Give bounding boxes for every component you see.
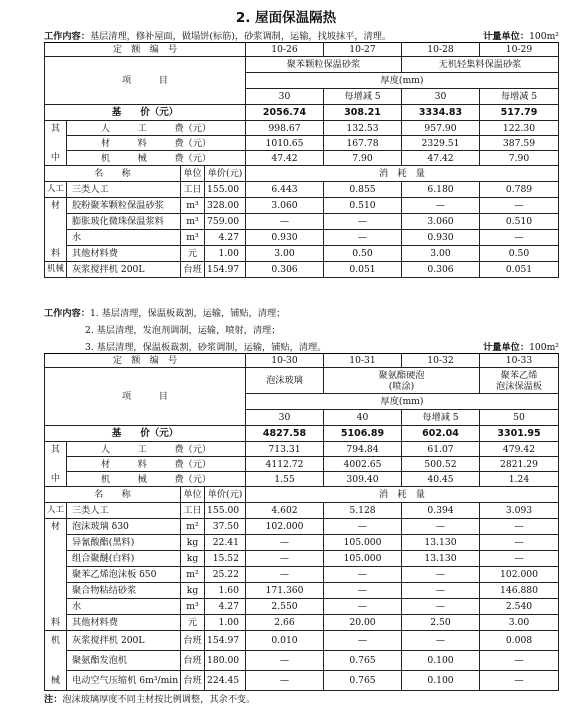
fee-cell: 1010.65	[246, 136, 324, 151]
row-material-fee	[45, 457, 559, 472]
row-base-price	[45, 426, 559, 442]
code-cell: 10-27	[324, 43, 402, 57]
work-content-line	[85, 322, 572, 336]
fee-label: 材 料 费（元）	[67, 457, 246, 472]
item-name: 聚苯乙烯泡沫板 δ50	[67, 567, 181, 583]
consume-cell: 0.510	[480, 214, 559, 230]
item-unit: kg	[181, 551, 205, 567]
consume-cell: 6.443	[246, 182, 324, 198]
row-labor	[45, 182, 559, 198]
consume-cell: —	[246, 671, 324, 691]
category-blank	[45, 535, 67, 551]
consume-cell: —	[246, 535, 324, 551]
item-unit: m²	[181, 567, 205, 583]
thickness-cell: 每增减 5	[480, 89, 559, 105]
consume-cell: —	[402, 631, 480, 651]
row-quota-code	[45, 43, 559, 57]
base-price-cell: 2056.74	[246, 105, 324, 121]
base-price-label: 基 价（元）	[45, 105, 246, 121]
item-price: 4.27	[205, 230, 246, 246]
item-price: 155.00	[205, 182, 246, 198]
consume-cell: 3.093	[480, 503, 559, 519]
consume-cell: —	[324, 214, 402, 230]
colon: ：	[519, 342, 530, 353]
item-price: 155.00	[205, 503, 246, 519]
consume-cell: —	[246, 551, 324, 567]
thickness-cell: 30	[246, 89, 324, 105]
header-unit-price: 单价(元)	[205, 487, 246, 503]
consume-cell: 0.100	[402, 651, 480, 671]
fee-cell: 479.42	[480, 442, 559, 457]
row-labor-fee	[45, 442, 559, 457]
item-name: 聚合物粘结砂浆	[67, 583, 181, 599]
consume-cell: 0.051	[480, 262, 559, 278]
code-cell: 10-32	[402, 354, 480, 368]
consume-cell: —	[324, 631, 402, 651]
fee-cell: 132.53	[324, 121, 402, 136]
fee-cell: 998.67	[246, 121, 324, 136]
work-line: 3. 基层清理，保温板裁割，砂浆调制，运输，铺贴，清理。	[85, 342, 327, 353]
group-cell: 泡沫玻璃	[246, 368, 324, 394]
consume-cell: —	[246, 214, 324, 230]
unit-value: 100m²	[529, 342, 559, 353]
consume-cell: —	[324, 519, 402, 535]
fee-label: 人 工 费（元）	[67, 442, 246, 457]
category-material: 材	[45, 198, 67, 214]
item-name: 三类人工	[67, 182, 181, 198]
item-price: 224.45	[205, 671, 246, 691]
group-cell: 无机轻集料保温砂浆	[402, 57, 559, 73]
item-price: 15.52	[205, 551, 246, 567]
category-blank	[45, 551, 67, 567]
header-name: 名 称	[45, 487, 181, 503]
item-name: 灰浆搅拌机 200L	[67, 631, 181, 651]
row-consumption-header	[45, 166, 559, 182]
fee-cell: 957.90	[402, 121, 480, 136]
qizhong-cell: 中	[45, 472, 67, 487]
item-unit: 元	[181, 615, 205, 631]
row-machine	[45, 262, 559, 278]
item-unit: 工日	[181, 503, 205, 519]
item-unit: m³	[181, 198, 205, 214]
base-price-cell: 3301.95	[480, 426, 559, 442]
consume-cell: 171.360	[246, 583, 324, 599]
code-cell: 10-31	[324, 354, 402, 368]
item-unit: m²	[181, 519, 205, 535]
work-content-label: 工作内容	[44, 31, 81, 42]
base-price-cell: 4827.58	[246, 426, 324, 442]
consume-cell: 0.008	[480, 631, 559, 651]
fee-cell: 7.90	[324, 151, 402, 166]
item-name: 异氰酸酯(黑料)	[67, 535, 181, 551]
consume-cell: —	[324, 583, 402, 599]
consume-cell: —	[402, 583, 480, 599]
item-price: 328.00	[205, 198, 246, 214]
fee-cell: 122.30	[480, 121, 559, 136]
item-name: 水	[67, 599, 181, 615]
category-labor: 人工	[45, 182, 67, 198]
row-group	[45, 368, 559, 394]
base-price-cell: 308.21	[324, 105, 402, 121]
consume-cell: —	[402, 198, 480, 214]
consume-cell: 3.00	[480, 615, 559, 631]
consume-cell: —	[246, 567, 324, 583]
work-content-2	[44, 305, 559, 319]
unit-label: 计量单位	[483, 342, 520, 353]
row-consumption-header	[45, 487, 559, 503]
consume-cell: 0.306	[402, 262, 480, 278]
row-base-price	[45, 105, 559, 121]
category-blank	[45, 583, 67, 599]
consume-cell: 0.306	[246, 262, 324, 278]
category-machine: 械	[45, 671, 67, 691]
qizhong-cell: 中	[45, 151, 67, 166]
consume-cell: —	[480, 198, 559, 214]
consume-cell: 13.130	[402, 551, 480, 567]
consume-cell: 0.765	[324, 651, 402, 671]
item-price: 1.00	[205, 246, 246, 262]
item-price: 1.00	[205, 615, 246, 631]
item-price: 4.27	[205, 599, 246, 615]
group-line: (喷涂)	[388, 380, 415, 392]
consume-cell: —	[402, 599, 480, 615]
item-name: 聚氨酯发泡机	[67, 651, 181, 671]
fee-label: 机 械 费（元）	[67, 151, 246, 166]
consume-cell: 3.060	[246, 198, 324, 214]
item-price: 37.50	[205, 519, 246, 535]
base-price-cell: 602.04	[402, 426, 480, 442]
consume-cell: —	[402, 519, 480, 535]
thickness-cell: 每增减 5	[402, 410, 480, 426]
consume-cell: 105.000	[324, 551, 402, 567]
row-material	[45, 551, 559, 567]
item-unit: m³	[181, 214, 205, 230]
item-name: 膨胀玻化微珠保温浆料	[67, 214, 181, 230]
fee-cell: 47.42	[246, 151, 324, 166]
fee-label: 材 料 费（元）	[67, 136, 246, 151]
base-price-cell: 3334.83	[402, 105, 480, 121]
colon: ：	[53, 694, 63, 705]
work-line: 2. 基层清理，发泡剂调制，运输，喷射，清理；	[85, 325, 281, 336]
fee-cell: 61.07	[402, 442, 480, 457]
note-label: 注	[44, 694, 54, 705]
consume-cell: 2.550	[246, 599, 324, 615]
consume-cell: 0.930	[402, 230, 480, 246]
quota-table-2	[44, 353, 559, 691]
header-item: 项 目	[45, 368, 246, 426]
fee-cell: 40.45	[402, 472, 480, 487]
consume-cell: 105.000	[324, 535, 402, 551]
fee-label: 机 械 费（元）	[67, 472, 246, 487]
consume-cell: 0.50	[480, 246, 559, 262]
row-material	[45, 198, 559, 214]
unit-label: 计量单位	[483, 31, 520, 42]
item-price: 22.41	[205, 535, 246, 551]
header-item: 项 目	[45, 57, 246, 105]
consume-cell: 0.930	[246, 230, 324, 246]
measure-unit	[483, 28, 559, 42]
category-material: 材	[45, 519, 67, 535]
work-content-text: 基层清理，修补屋面，做塌饼(标筋)，砂浆调制，运输，找坡抹平，清理。	[89, 31, 392, 42]
fee-cell: 4112.72	[246, 457, 324, 472]
item-price: 154.97	[205, 262, 246, 278]
thickness-cell: 30	[246, 410, 324, 426]
header-name: 名 称	[45, 166, 181, 182]
measure-unit	[483, 339, 559, 353]
header-consumption: 消 耗 量	[246, 487, 559, 503]
header-consumption: 消 耗 量	[246, 166, 559, 182]
consume-cell: 0.855	[324, 182, 402, 198]
base-price-cell: 5106.89	[324, 426, 402, 442]
item-price: 180.00	[205, 651, 246, 671]
item-name: 泡沫玻璃 δ30	[67, 519, 181, 535]
consume-cell: 4.602	[246, 503, 324, 519]
consume-cell: 102.000	[480, 567, 559, 583]
row-material	[45, 230, 559, 246]
consume-cell: 102.000	[246, 519, 324, 535]
code-cell: 10-26	[246, 43, 324, 57]
consume-cell: 0.765	[324, 671, 402, 691]
qizhong-blank	[45, 457, 67, 472]
item-price: 154.97	[205, 631, 246, 651]
item-name: 其他材料费	[67, 246, 181, 262]
fee-cell: 1.55	[246, 472, 324, 487]
item-unit: 台班	[181, 631, 205, 651]
header-quota-no: 定 额 编 号	[45, 354, 246, 368]
consume-cell: —	[480, 519, 559, 535]
page-title: 2. 屋面保温隔热	[235, 10, 337, 26]
qizhong-cell: 其	[45, 442, 67, 457]
row-labor-fee	[45, 121, 559, 136]
row-material	[45, 599, 559, 615]
item-name: 组合聚醚(白料)	[67, 551, 181, 567]
header-quota-no: 定 额 编 号	[45, 43, 246, 57]
category-blank	[45, 214, 67, 230]
consume-cell: 0.100	[402, 671, 480, 691]
item-unit: kg	[181, 535, 205, 551]
item-unit: 台班	[181, 262, 205, 278]
colon: ：	[80, 308, 90, 319]
category-labor: 人工	[45, 503, 67, 519]
fee-cell: 500.52	[402, 457, 480, 472]
consume-cell: 0.010	[246, 631, 324, 651]
row-machine-fee	[45, 151, 559, 166]
note-text: 泡沫玻璃厚度不同主材按比例调整，其余不变。	[62, 694, 256, 705]
consume-cell: —	[480, 671, 559, 691]
thickness-label: 厚度(mm)	[246, 394, 559, 410]
fee-cell: 309.40	[324, 472, 402, 487]
consume-cell: —	[246, 651, 324, 671]
item-unit: kg	[181, 583, 205, 599]
group-line: 泡沫保温板	[496, 380, 542, 392]
unit-value: 100m²	[529, 31, 559, 42]
item-price: 759.00	[205, 214, 246, 230]
consume-cell: 0.394	[402, 503, 480, 519]
fee-cell: 2821.29	[480, 457, 559, 472]
group-line: 聚氨酯硬泡	[378, 369, 425, 381]
consume-cell: 2.50	[402, 615, 480, 631]
row-material	[45, 567, 559, 583]
row-material	[45, 615, 559, 631]
item-unit: m³	[181, 599, 205, 615]
fee-cell: 387.59	[480, 136, 559, 151]
fee-cell: 1.24	[480, 472, 559, 487]
colon: ：	[80, 31, 90, 42]
consume-cell: 6.180	[402, 182, 480, 198]
fee-cell: 4002.65	[324, 457, 402, 472]
consume-cell: 146.880	[480, 583, 559, 599]
header-unit: 单位	[181, 487, 205, 503]
qizhong-blank	[45, 136, 67, 151]
consume-cell: 2.66	[246, 615, 324, 631]
category-machine: 机械	[45, 262, 67, 278]
row-material	[45, 583, 559, 599]
work-content-line	[85, 339, 559, 353]
base-price-label: 基 价（元）	[45, 426, 246, 442]
consume-cell: —	[480, 535, 559, 551]
work-line: 1. 基层清理，保温板裁割，运输，铺贴，清理；	[89, 308, 286, 319]
row-material	[45, 535, 559, 551]
item-unit: m³	[181, 230, 205, 246]
category-material: 料	[45, 615, 67, 631]
code-cell: 10-33	[480, 354, 559, 368]
category-blank	[45, 599, 67, 615]
consume-cell: —	[480, 230, 559, 246]
fee-label: 人 工 费（元）	[67, 121, 246, 136]
item-price: 1.60	[205, 583, 246, 599]
consume-cell: 0.789	[480, 182, 559, 198]
thickness-cell: 50	[480, 410, 559, 426]
colon: ：	[519, 31, 530, 42]
header-unit: 单位	[181, 166, 205, 182]
thickness-cell: 40	[324, 410, 402, 426]
row-machine	[45, 631, 559, 651]
thickness-label: 厚度(mm)	[246, 73, 559, 89]
category-machine: 机	[45, 631, 67, 651]
group-cell	[324, 368, 480, 394]
item-name: 电动空气压缩机 6m³/min	[67, 671, 181, 691]
work-content-label: 工作内容	[44, 308, 81, 319]
item-name: 胶粉聚苯颗粒保温砂浆	[67, 198, 181, 214]
consume-cell: —	[324, 230, 402, 246]
fee-cell: 167.78	[324, 136, 402, 151]
base-price-cell: 517.79	[480, 105, 559, 121]
consume-cell: 20.00	[324, 615, 402, 631]
row-material-fee	[45, 136, 559, 151]
row-machine	[45, 671, 559, 691]
item-name: 水	[67, 230, 181, 246]
thickness-cell: 每增减 5	[324, 89, 402, 105]
consume-cell: 0.510	[324, 198, 402, 214]
consume-cell: 0.051	[324, 262, 402, 278]
consume-cell: 3.060	[402, 214, 480, 230]
header-unit-price: 单价(元)	[205, 166, 246, 182]
consume-cell: 5.128	[324, 503, 402, 519]
consume-cell: 3.00	[246, 246, 324, 262]
fee-cell: 47.42	[402, 151, 480, 166]
consume-cell: —	[324, 599, 402, 615]
consume-cell: 2.540	[480, 599, 559, 615]
item-name: 三类人工	[67, 503, 181, 519]
item-unit: 元	[181, 246, 205, 262]
consume-cell: —	[480, 651, 559, 671]
category-material: 料	[45, 246, 67, 262]
fee-cell: 713.31	[246, 442, 324, 457]
consume-cell: 3.00	[402, 246, 480, 262]
item-name: 其他材料费	[67, 615, 181, 631]
consume-cell: —	[402, 567, 480, 583]
row-material	[45, 246, 559, 262]
item-unit: 工日	[181, 182, 205, 198]
row-machine	[45, 651, 559, 671]
qizhong-cell: 其	[45, 121, 67, 136]
consume-cell: 13.130	[402, 535, 480, 551]
consume-cell: —	[324, 567, 402, 583]
row-group	[45, 57, 559, 73]
consume-cell: 0.50	[324, 246, 402, 262]
row-material	[45, 214, 559, 230]
fee-cell: 794.84	[324, 442, 402, 457]
item-price: 25.22	[205, 567, 246, 583]
footnote	[44, 691, 255, 705]
category-blank	[45, 230, 67, 246]
item-name: 灰浆搅拌机 200L	[67, 262, 181, 278]
code-cell: 10-29	[480, 43, 559, 57]
row-machine-fee	[45, 472, 559, 487]
code-cell: 10-30	[246, 354, 324, 368]
row-labor	[45, 503, 559, 519]
item-unit: 台班	[181, 651, 205, 671]
consume-cell: —	[480, 551, 559, 567]
row-material	[45, 519, 559, 535]
group-cell	[480, 368, 559, 394]
quota-table-1	[44, 42, 559, 278]
row-quota-code	[45, 354, 559, 368]
code-cell: 10-28	[402, 43, 480, 57]
group-cell: 聚苯颗粒保温砂浆	[246, 57, 402, 73]
fee-cell: 2329.51	[402, 136, 480, 151]
category-blank	[45, 651, 67, 671]
category-blank	[45, 567, 67, 583]
thickness-cell: 30	[402, 89, 480, 105]
work-content-1	[44, 28, 559, 42]
item-unit: 台班	[181, 671, 205, 691]
group-line: 聚苯乙烯	[500, 369, 538, 381]
fee-cell: 7.90	[480, 151, 559, 166]
